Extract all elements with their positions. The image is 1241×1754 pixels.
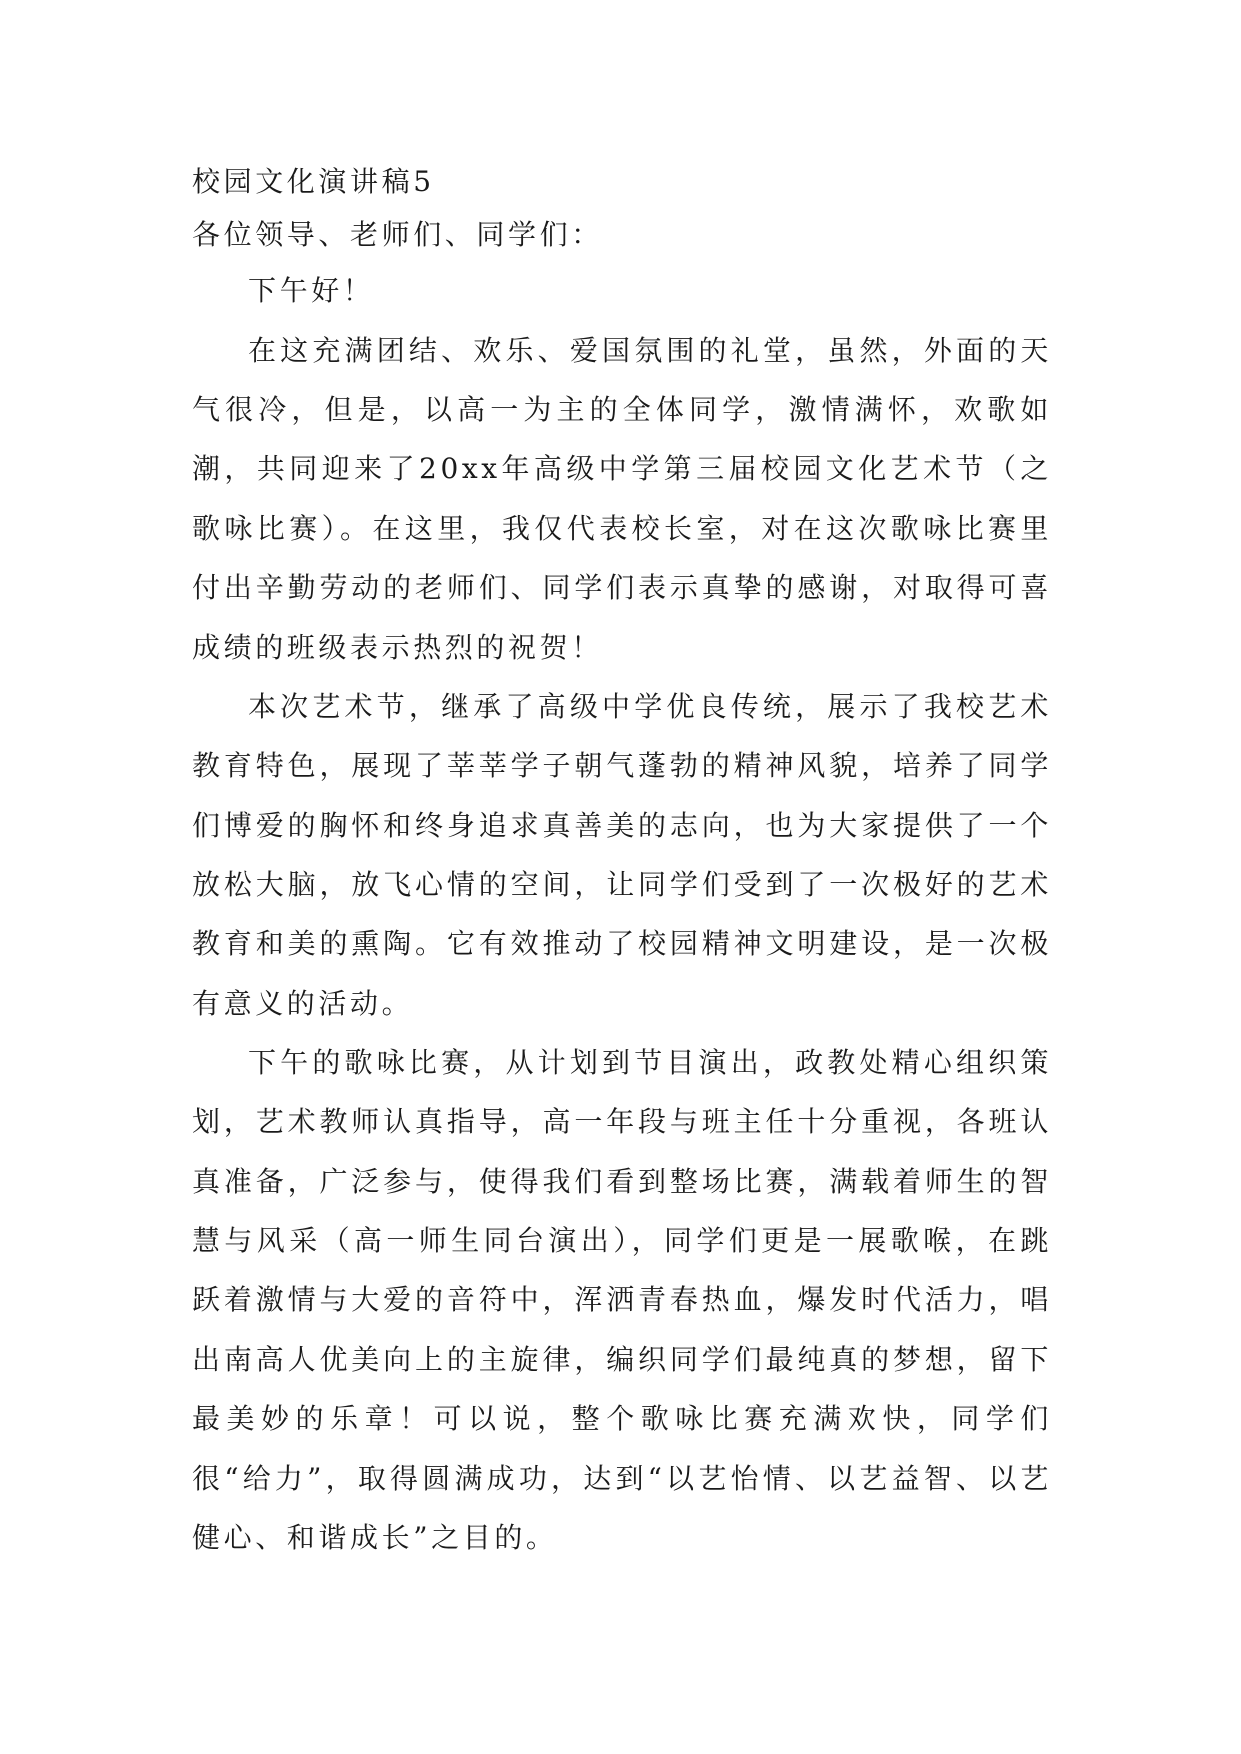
- paragraph-3: 下午的歌咏比赛，从计划到节目演出，政教处精心组织策划，艺术教师认真指导，高一年段与班主任十分重视，各班认真准备，广泛参与，使得我们看到整场比赛，满载着师生的智慧与风采（高一师生同台演出），同学们更是一展歌喉，在跳跃着激情与大爱的音符中，浑洒青春热血，爆发时代活力，唱出南高人优美向上的主旋律，编织同学们最纯真的梦想，留下最美妙的乐章！可以说，整个歌咏比赛充满欢快，同学们很“给力”，取得圆满成功，达到“以艺怡情、以艺益智、以艺健心、和谐成长”之目的。: [192, 1046, 1052, 1554]
- paragraph-1: 在这充满团结、欢乐、爱国氛围的礼堂，虽然，外面的天气很冷，但是，以高一为主的全体同学，激情满怀，欢歌如潮，共同迎来了20xx年高级中学第三届校园文化艺术节（之歌咏比赛）。在这里，我仅代表校长室，对在这次歌咏比赛里付出辛勤劳动的老师们、同学们表示真挚的感谢，对取得可喜成绩的班级表示热烈的祝贺！: [192, 333, 1052, 664]
- document-page: [192, 155, 1052, 1567]
- paragraph-2: 本次艺术节，继承了高级中学优良传统，展示了我校艺术教育特色，展现了莘莘学子朝气蓬勃的精神风貌，培养了同学们博爱的胸怀和终身追求真善美的志向，也为大家提供了一个放松大脑，放飞心情的空间，让同学们受到了一次极好的艺术教育和美的熏陶。它有效推动了校园精神文明建设，是一次极有意义的活动。: [192, 689, 1052, 1020]
- opening-line: 下午好！: [248, 274, 375, 308]
- document-title: 校园文化演讲稿5: [192, 165, 435, 198]
- salutation: 各位领导、老师们、同学们：: [192, 218, 603, 252]
